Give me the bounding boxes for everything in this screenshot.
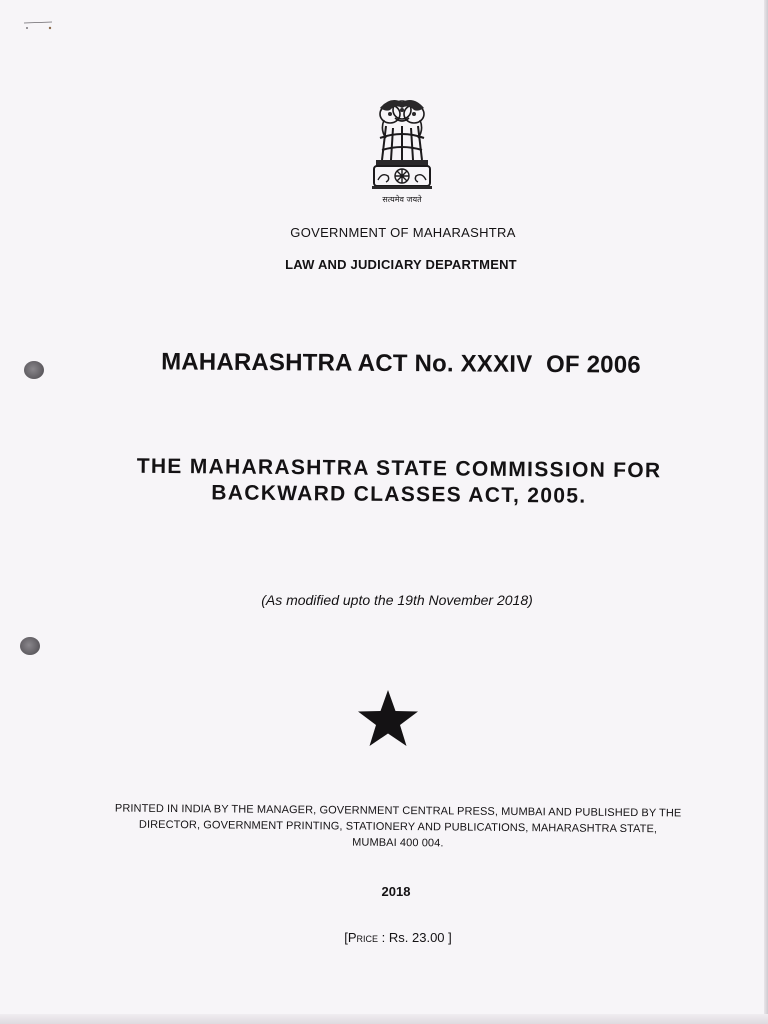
act-title xyxy=(15,453,768,512)
act-title-line-1: THE MAHARASHTRA STATE COMMISSION FOR xyxy=(136,454,662,483)
imprint-line-2: DIRECTOR, GOVERNMENT PRINTING, STATIONERY AND PUBLICATIONS, MAHARASHTRA STATE, xyxy=(138,818,658,836)
page-edge-bottom xyxy=(0,1014,768,1024)
star-icon xyxy=(357,689,419,747)
scan-speck-mark xyxy=(22,20,58,32)
printer-imprint xyxy=(14,800,768,855)
modification-note: (As modified upto the 19th November 2018) xyxy=(261,592,533,608)
punch-hole-bottom xyxy=(20,637,40,655)
price-word: Price xyxy=(347,930,379,945)
imprint-line-1: PRINTED IN INDIA BY THE MANAGER, GOVERNMENT CENTRAL PRESS, MUMBAI AND PUBLISHED BY THE xyxy=(114,802,682,820)
price-bracket-open: [ xyxy=(344,930,348,945)
department-name: LAW AND JUDICIARY DEPARTMENT xyxy=(285,257,517,272)
government-name: GOVERNMENT OF MAHARASHTRA xyxy=(290,225,516,240)
price-value: : Rs. 23.00 ] xyxy=(381,930,452,945)
act-number-heading: MAHARASHTRA ACT No. XXXIV OF 2006 xyxy=(161,348,641,379)
act-title-line-2: BACKWARD CLASSES ACT, 2005. xyxy=(211,481,587,508)
page-edge-right xyxy=(764,0,768,1024)
price-label xyxy=(14,930,768,945)
imprint-line-3: MUMBAI 400 004. xyxy=(352,836,444,850)
national-emblem-icon xyxy=(360,98,444,206)
emblem-motto: सत्यमेव जयते xyxy=(382,195,422,204)
publication-year: 2018 xyxy=(381,884,411,899)
